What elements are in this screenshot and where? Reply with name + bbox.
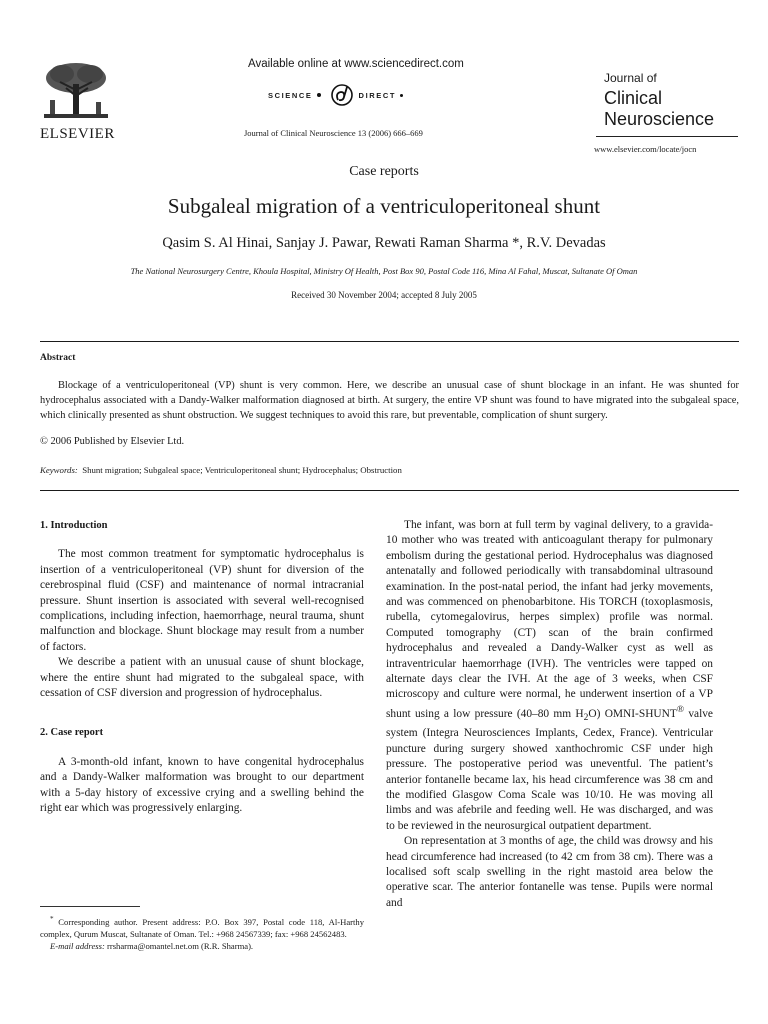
article-title: Subgaleal migration of a ventriculoperitoneal shunt: [167, 194, 601, 218]
sciencedirect-d-icon: [329, 83, 355, 107]
right-column: [386, 518, 713, 911]
case-paragraph-3: On representation at 3 months of age, the child was drowsy and his head circumference had increased (to 42 cm from 38 cm). There was a localised soft scalp swelling in the right mastoid area below the operative scar. The anterior fontanelle was tense. Pupils were normal and: [386, 835, 713, 909]
dot-icon: [400, 94, 403, 97]
keywords: [40, 465, 402, 475]
header-divider: [596, 136, 738, 137]
author-list: Qasim S. Al Hinai, Sanjay J. Pawar, Rewati Raman Sharma *, R.V. Devadas: [162, 235, 606, 251]
footnote-rule: [40, 906, 140, 907]
copyright-notice: © 2006 Published by Elsevier Ltd.: [40, 436, 185, 447]
case-paragraph-2-a: The infant, was born at full term by vaginal delivery, to a gravida-10 mother who was treated with anticoagulant therapy for pulmonary embolism during the gestational period. Hydrocephalus was diagnosed antenatally and followed periodically with transabdominal ultrasound examination. In the post-natal period, the infant had jerky movements, and was commenced on phenobarbitone. His TORCH (toxoplasmosis, rubella, cytomegalovirus, herpes simplex) profile was normal. Computed tomography (CT) scan of the brain confirmed hydrocephalus and revealed a Dandy-Walker cyst as well as intraventricular haemorrhage (IVH). The ventricles were tapped on alternate days clear the IVH. At the age of 3 weeks, when CSF microscopy and culture were normal, he underwent insertion of a VP shunt using a low pressure (40–80 mm H: [386, 519, 713, 720]
journal-reference: Journal of Clinical Neuroscience 13 (2006) 666–669: [244, 128, 423, 138]
footnote-email-line: [40, 940, 364, 952]
direct-word: DIRECT: [358, 90, 397, 100]
case-paragraph-2-c: valve system (Integra Neurosciences Implants, Cedex, France). Ventricular puncture during surgery showed xanthochromic CSF under high pressure. The postoperative period was uneventful. The patient’s anterior fontanelle became lax, his head circumference was 38 cm and the modified Glasgow Coma Scale was 10/10. He was moving all limbs and was afebrile and feeding well. He was discharged, and was to be reviewed in the neurosurgical outpatient department.: [386, 707, 713, 832]
journal-name-line2: Neuroscience: [604, 109, 715, 129]
abstract-text: Blockage of a ventriculoperitoneal (VP) shunt is very common. Here, we describe an unusual case of shunt blockage in an infant. He was shunted for hydrocephalus associated with a Dandy-Walker malformation diagnosed at birth. At surgery, the entire VP shunt was found to have migrated into the subgaleal space, which clinically presented as shunt obstruction. We suggest techniques to avoid this rare, but preventable, complication of shunt surgery.: [40, 380, 739, 421]
affiliation: The National Neurosurgery Centre, Khoula Hospital, Ministry Of Health, Post Box 90, Postal Code 116, Mina Al Fahal, Muscat, Sultanate Of Oman: [130, 266, 638, 276]
elsevier-tree-logo: [40, 60, 112, 122]
footnote-text: [40, 913, 364, 940]
abstract-heading: Abstract: [40, 353, 76, 363]
keywords-list: Shunt migration; Subgaleal space; Ventriculoperitoneal shunt; Hydrocephalus; Obstruction: [82, 465, 402, 475]
sciencedirect-logo[interactable]: [268, 82, 478, 108]
intro-paragraph-2: We describe a patient with an unusual cause of shunt blockage, where the entire shunt had migrated to the subgaleal space, with cessation of CSF diversion and progression of hydrocephalus.: [40, 656, 364, 700]
left-column: [40, 518, 364, 817]
abstract-top-rule: [40, 341, 739, 342]
email-label: E-mail address:: [50, 940, 105, 951]
journal-brand: [604, 72, 714, 130]
abstract-bottom-rule: [40, 490, 739, 491]
intro-paragraph-1: The most common treatment for symptomatic hydrocephalus is insertion of a ventriculoperitoneal (VP) shunt for diversion of the cerebrospinal fluid (CSF) and maintenance of normal intracranial pressure. Shunt insertion is associated with several well-recognised complications, including infection, haemorrhage, neural trauma, shunt malfunction and blockage. Shunt blockage may result from a number of factors.: [40, 548, 364, 653]
section-label: Case reports: [349, 164, 419, 179]
subscript-2: 2: [583, 712, 589, 723]
case-report-heading: 2. Case report: [40, 727, 104, 739]
email-link[interactable]: rrsharma@omantel.net.om (R.R. Sharma).: [106, 940, 254, 951]
keywords-label: Keywords:: [40, 465, 78, 475]
footnote-body: Corresponding author. Present address: P.O. Box 397, Postal code 118, Al-Harthy complex, Qurum Muscat, Sultanate of Oman. Tel.: +968 24567339; fax: +968 24562483.: [40, 916, 364, 939]
science-word: SCIENCE: [268, 90, 313, 100]
journal-of-label: Journal of: [604, 71, 657, 85]
case-paragraph-2: [386, 518, 713, 834]
footnote: [40, 913, 364, 952]
available-online-link[interactable]: Available online at www.sciencedirect.com: [248, 58, 464, 70]
publisher-name: ELSEVIER: [40, 126, 115, 142]
case-paragraph-2-b: O) OMNI-SHUNT: [588, 707, 677, 720]
received-dates: Received 30 November 2004; accepted 8 July 2005: [291, 290, 477, 300]
journal-url-link[interactable]: www.elsevier.com/locate/jocn: [594, 144, 697, 154]
footnote-marker: *: [50, 915, 54, 923]
journal-name-line1: Clinical: [604, 88, 663, 108]
intro-heading: 1. Introduction: [40, 520, 108, 531]
registered-mark: ®: [676, 704, 685, 715]
dot-icon: [317, 93, 321, 97]
case-paragraph-1: A 3-month-old infant, known to have congenital hydrocephalus and a Dandy-Walker malformation was brought to our department with a 5-day history of excessive crying and a swelling behind the right ear which was progressively enlarging.: [40, 755, 364, 815]
